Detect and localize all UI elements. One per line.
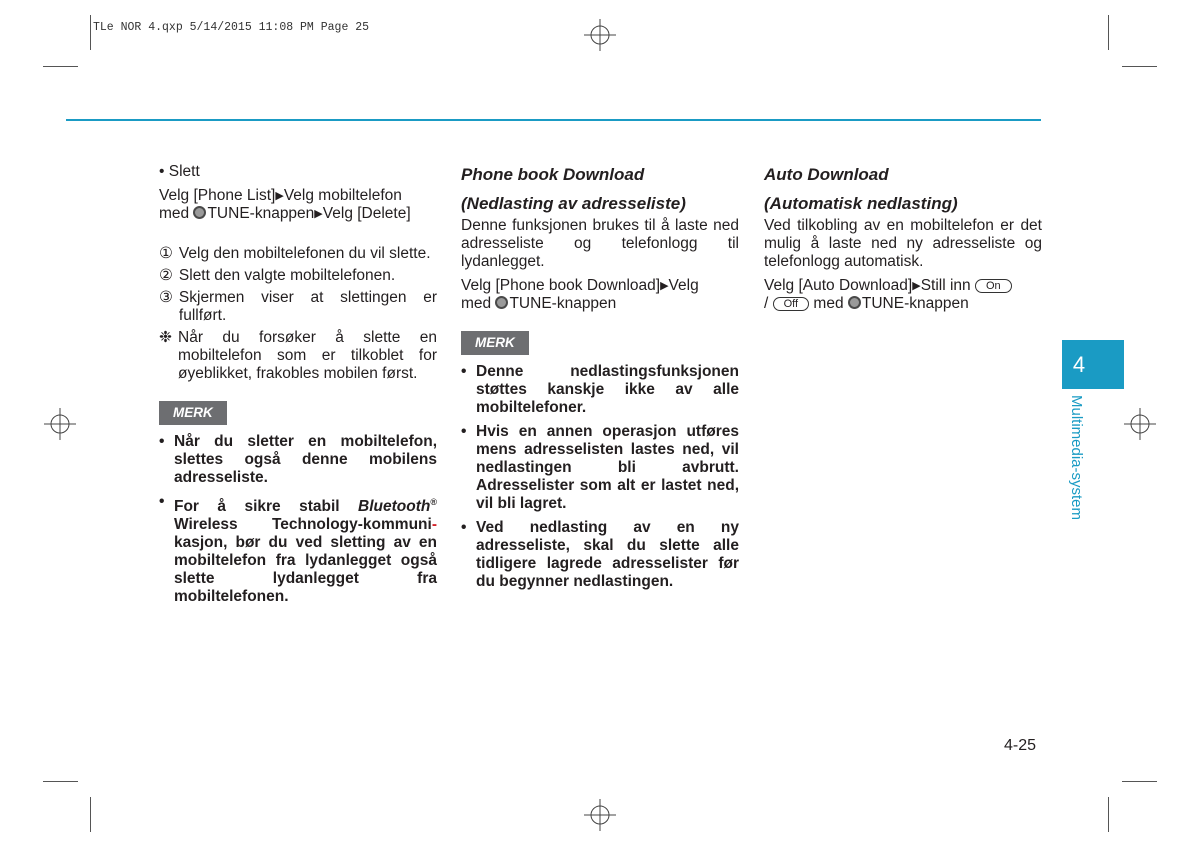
- print-slug: TLe NOR 4.qxp 5/14/2015 11:08 PM Page 25: [93, 21, 370, 34]
- crop-mark: [1108, 15, 1109, 50]
- merk-label: MERK: [461, 331, 529, 355]
- note-item: • For å sikre stabil Bluetooth® Wireless Technology-kommuni-kasjon, bør du ved sletting av en mobiltelefon fra lydanlegget også slette lydanlegget fra mobiltelefonen.: [159, 493, 437, 606]
- crop-mark: [90, 15, 91, 50]
- crop-mark: [90, 797, 91, 832]
- registration-mark-icon: [584, 799, 616, 831]
- step-item: ③ Skjermen viser at slettingen er fullført.: [159, 289, 437, 324]
- registration-mark-icon: [1124, 408, 1156, 440]
- column-auto-download: [764, 163, 1042, 319]
- note-item: • Når du sletter en mobiltelefon, slettes også denne mobilens adresseliste.: [159, 433, 437, 486]
- arrow-right-icon: ▶: [912, 280, 921, 292]
- step-item: ❉ Når du forsøker å slette en mobiltelefon som er tilkoblet for øyeblikket, frakobles mobilen først.: [159, 329, 437, 382]
- section-heading-slett: • Slett: [159, 163, 200, 180]
- crop-mark: [1122, 781, 1157, 782]
- crop-mark: [1122, 66, 1157, 67]
- crop-mark: [43, 66, 78, 67]
- note-item: • Denne nedlastingsfunksjonen støttes kanskje ikke av alle mobiltelefoner.: [461, 363, 739, 416]
- tune-knob-icon: [848, 296, 861, 309]
- column-phonebook-download: [461, 163, 739, 597]
- merk-label: MERK: [159, 401, 227, 425]
- body-paragraph: Ved tilkobling av en mobiltelefon er det mulig å laste ned ny adresseliste og telefonlogg automatisk.: [764, 217, 1042, 270]
- chapter-title: Multimedia-system: [1068, 395, 1085, 521]
- section-title: Phone book Download: [461, 165, 645, 184]
- delete-instruction: Velg [Phone List]▶Velg mobiltelefon med TUNE-knappen▶Velg [Delete]: [159, 187, 411, 222]
- page-number: 4-25: [1004, 737, 1037, 754]
- off-toggle-label: Off: [773, 297, 809, 311]
- section-subtitle: (Nedlasting av adresseliste): [461, 194, 686, 213]
- crop-mark: [43, 781, 78, 782]
- column-delete: [159, 163, 437, 612]
- auto-download-instruction: Velg [Auto Download]▶Still inn On / Off med TUNE-knappen: [764, 277, 1042, 313]
- arrow-right-icon: ▶: [314, 208, 323, 220]
- tune-knob-icon: [495, 296, 508, 309]
- note-item: • Ved nedlasting av en ny adresseliste, skal du slette alle tidligere lagrede adresselister før du begynner nedlastingen.: [461, 519, 739, 590]
- crop-mark: [1108, 797, 1109, 832]
- header-rule: [66, 119, 1041, 121]
- arrow-right-icon: ▶: [660, 280, 669, 292]
- chapter-number: 4: [1072, 352, 1086, 377]
- section-subtitle: (Automatisk nedlasting): [764, 194, 958, 213]
- step-item: ② Slett den valgte mobiltelefonen.: [159, 267, 396, 284]
- section-title: Auto Download: [764, 165, 889, 184]
- body-paragraph: Denne funksjonen brukes til å laste ned adresseliste og telefonlogg til lydanlegget.: [461, 217, 739, 270]
- on-toggle-label: On: [975, 279, 1012, 293]
- note-item: • Hvis en annen operasjon utføres mens adresselisten lastes ned, vil nedlastingen bli avbrutt. Adresselister som alt er lastet ned, vil bli lagret.: [461, 423, 739, 512]
- arrow-right-icon: ▶: [275, 190, 284, 202]
- step-item: ① Velg den mobiltelefonen du vil slette.: [159, 245, 431, 262]
- registration-mark-icon: [584, 19, 616, 51]
- tune-knob-icon: [193, 206, 206, 219]
- registration-mark-icon: [44, 408, 76, 440]
- download-instruction: Velg [Phone book Download]▶Velg med TUNE-knappen: [461, 277, 699, 312]
